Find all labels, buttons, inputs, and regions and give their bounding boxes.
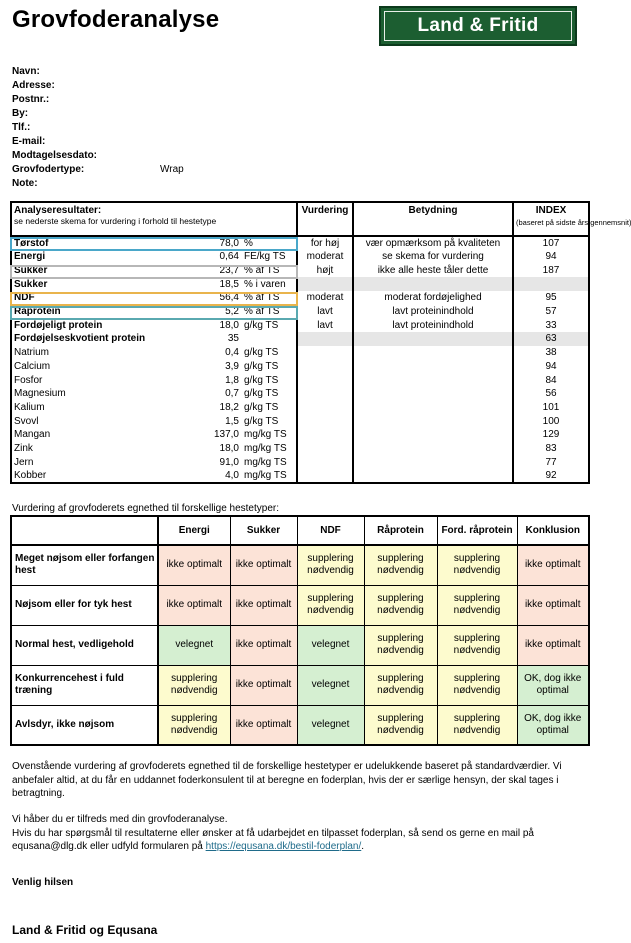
analysis-value: 0,4	[225, 347, 239, 359]
analysis-unit: g/kg TS	[244, 388, 279, 400]
analysis-name: Magnesium	[11, 387, 199, 401]
analysis-betydning	[353, 428, 513, 442]
analysis-betydning	[353, 442, 513, 456]
analysis-betydning	[353, 414, 513, 428]
analysis-title-cell	[11, 202, 297, 236]
analysis-name: Zink	[11, 442, 199, 456]
analysis-value: 18,2	[219, 401, 239, 413]
analysis-header-row	[11, 202, 589, 236]
suitability-table	[10, 515, 590, 746]
analysis-index: 63	[513, 332, 589, 346]
info-row	[12, 163, 184, 177]
info-row	[12, 65, 97, 79]
analysis-betydning: se skema for vurdering	[353, 250, 513, 264]
analysis-vurdering: lavt	[297, 305, 353, 319]
analysis-value: 3,9	[225, 360, 239, 372]
analysis-betydning	[353, 469, 513, 483]
info-label: Postnr.:	[12, 94, 50, 105]
analysis-value: 56,4	[219, 292, 239, 304]
analysis-value: 137,0	[213, 429, 239, 441]
suitability-column-header: Konklusion	[517, 516, 589, 545]
analysis-row	[11, 264, 589, 278]
horse-type-label: Avlsdyr, ikke nøjsom	[11, 705, 158, 745]
analysis-unit: g/kg TS	[244, 374, 279, 386]
analysis-name: Energi	[11, 250, 199, 264]
analysis-unit: mg/kg TS	[244, 429, 287, 441]
analysis-vurdering	[297, 360, 353, 374]
analysis-table	[10, 201, 631, 484]
suitability-cell: ikke optimalt	[517, 585, 589, 625]
analysis-name: Natrium	[11, 346, 199, 360]
horse-type-label: Normal hest, vedligehold	[11, 625, 158, 665]
analysis-name: Råprotein	[11, 305, 199, 319]
analysis-value: 0,64	[219, 251, 239, 263]
suitability-cell: supplering nødvendig	[364, 665, 437, 705]
analysis-row	[11, 360, 589, 374]
analysis-betydning	[353, 373, 513, 387]
analysis-value: 23,7	[219, 265, 239, 277]
info-row	[12, 107, 97, 121]
suitability-header-row	[11, 516, 589, 545]
info-label: E-mail:	[12, 136, 46, 147]
analysis-unit: % af TS	[244, 265, 280, 277]
analysis-betydning: lavt proteinindhold	[353, 318, 513, 332]
analysis-row	[11, 346, 589, 360]
horse-type-label: Nøjsom eller for tyk hest	[11, 585, 158, 625]
analysis-row	[11, 455, 589, 469]
analysis-value: 35	[227, 333, 239, 345]
analysis-name: Kalium	[11, 401, 199, 415]
analysis-vurdering	[297, 346, 353, 360]
land-fritid-logo	[379, 6, 577, 46]
suitability-cell: ikke optimalt	[230, 585, 297, 625]
link-suffix: .	[361, 841, 365, 852]
index-subtitle: (baseret på sidste års gennemsnit)	[516, 218, 631, 227]
page-title: Grovfoderanalyse	[12, 6, 220, 33]
analysis-name: Kobber	[11, 469, 199, 483]
analysis-index: 95	[513, 291, 589, 305]
logo-text: Land & Fritid	[384, 11, 572, 41]
analysis-name: Jern	[11, 455, 199, 469]
suitability-heading: Vurdering af grovfoderets egnethed til forskellige hestetyper:	[12, 503, 280, 514]
greeting: Venlig hilsen	[12, 877, 74, 888]
analysis-vurdering: højt	[297, 264, 353, 278]
analysis-row	[11, 291, 589, 305]
analysis-row	[11, 318, 589, 332]
analysis-name: Sukker	[11, 264, 199, 278]
suitability-cell: velegnet	[158, 625, 230, 665]
suitability-cell: ikke optimalt	[230, 625, 297, 665]
suitability-column-header: Energi	[158, 516, 230, 545]
info-row	[12, 177, 97, 191]
analysis-index: 187	[513, 264, 589, 278]
suitability-cell: supplering nødvendig	[364, 585, 437, 625]
analysis-name: Fordøjeligt protein	[11, 318, 199, 332]
suitability-cell: ikke optimalt	[230, 665, 297, 705]
analysis-name: Fosfor	[11, 373, 199, 387]
info-row	[12, 135, 97, 149]
analysis-unit: % af TS	[244, 306, 280, 318]
suitability-row	[11, 545, 589, 585]
analysis-value: 91,0	[219, 456, 239, 468]
suitability-cell: supplering nødvendig	[297, 545, 364, 585]
analysis-vurdering	[297, 414, 353, 428]
customer-info	[12, 65, 184, 191]
analysis-row	[11, 401, 589, 415]
analysis-index: 94	[513, 250, 589, 264]
suitability-cell: ikke optimalt	[230, 545, 297, 585]
horse-type-label: Meget nøjsom eller forfangen hest	[11, 545, 158, 585]
analysis-value: 18,5	[219, 278, 239, 290]
analysis-index: 38	[513, 346, 589, 360]
analysis-name: Fordøjelseskvotient protein	[11, 332, 199, 346]
analysis-betydning	[353, 387, 513, 401]
analysis-betydning	[353, 360, 513, 374]
suitability-cell: OK, dog ikke optimal	[517, 665, 589, 705]
analysis-row	[11, 414, 589, 428]
analysis-vurdering: moderat	[297, 250, 353, 264]
analysis-name: Calcium	[11, 360, 199, 374]
analysis-vurdering	[297, 401, 353, 415]
analysis-unit: g/kg TS	[244, 415, 279, 427]
suitability-row	[11, 585, 589, 625]
suitability-cell: supplering nødvendig	[437, 545, 517, 585]
analysis-betydning	[353, 346, 513, 360]
analysis-vurdering	[297, 442, 353, 456]
suitability-cell: supplering nødvendig	[364, 545, 437, 585]
analysis-unit: mg/kg TS	[241, 469, 297, 483]
suitability-cell: supplering nødvendig	[158, 665, 230, 705]
analysis-name: NDF	[11, 291, 199, 305]
horse-type-label: Konkurrencehest i fuld træning	[11, 665, 158, 705]
analysis-value: 18,0	[219, 319, 239, 331]
info-value: Wrap	[160, 164, 184, 175]
analysis-betydning: vær opmærksom på kvaliteten	[353, 236, 513, 250]
analysis-vurdering	[297, 332, 353, 346]
suitability-cell: supplering nødvendig	[437, 625, 517, 665]
vurdering-header: Vurdering	[297, 202, 353, 236]
contact-line-2: Hvis du har spørgsmål til resultaterne eller ønsker at få udarbejdet en tilpasset foderplan, så send os gerne en mail på equsana@dlg.dk eller udfyld formularen på	[12, 827, 534, 852]
betydning-header: Betydning	[353, 202, 513, 236]
analysis-betydning	[353, 455, 513, 469]
analysis-unit: g/kg TS	[244, 401, 279, 413]
analysis-vurdering	[297, 373, 353, 387]
analysis-unit: g/kg TS	[244, 360, 279, 372]
contact-paragraph	[12, 813, 584, 854]
suitability-cell: ikke optimalt	[158, 545, 230, 585]
analysis-value: 5,2	[225, 306, 239, 318]
analysis-value: 78,0	[219, 238, 239, 249]
analysis-index	[513, 277, 589, 291]
index-header-cell	[513, 202, 631, 236]
analysis-vurdering	[297, 277, 353, 291]
suitability-cell: OK, dog ikke optimal	[517, 705, 589, 745]
analysis-vurdering: for høj	[297, 236, 353, 250]
suitability-cell: supplering nødvendig	[437, 705, 517, 745]
analysis-index: 107	[513, 236, 589, 250]
suitability-cell: supplering nødvendig	[437, 585, 517, 625]
contact-line-1: Vi håber du er tilfreds med din grovfoderanalyse.	[12, 814, 228, 825]
suitability-row	[11, 625, 589, 665]
analysis-index: 100	[513, 414, 589, 428]
suitability-cell: supplering nødvendig	[437, 665, 517, 705]
suitability-corner	[11, 516, 158, 545]
analysis-index: 83	[513, 442, 589, 456]
index-header: INDEX	[535, 205, 567, 216]
analysis-index: 56	[513, 387, 589, 401]
analysis-unit: FE/kg TS	[244, 251, 286, 263]
suitability-row	[11, 665, 589, 705]
analysis-vurdering	[297, 469, 353, 483]
info-row	[12, 149, 97, 163]
analysis-betydning	[353, 332, 513, 346]
analysis-vurdering: moderat	[297, 291, 353, 305]
order-plan-link[interactable]: https://equsana.dk/bestil-foderplan/	[205, 841, 362, 852]
info-label: Tlf.:	[12, 122, 31, 133]
analysis-value: 18,0	[219, 442, 239, 454]
analysis-betydning: lavt proteinindhold	[353, 305, 513, 319]
analysis-row	[11, 387, 589, 401]
suitability-cell: supplering nødvendig	[364, 705, 437, 745]
info-row	[12, 93, 97, 107]
suitability-cell: supplering nødvendig	[158, 705, 230, 745]
analysis-unit: % i varen	[244, 278, 286, 290]
analysis-unit: %	[244, 238, 253, 249]
analysis-unit: mg/kg TS	[244, 456, 287, 468]
suitability-cell: ikke optimalt	[517, 545, 589, 585]
analysis-index: 57	[513, 305, 589, 319]
footer-sender: Land & Fritid og Equsana	[12, 923, 158, 937]
disclaimer-paragraph: Ovenstående vurdering af grovfoderets egnethed til de forskellige hestetyper er udelukkende baseret på standardværdier. Vi anbefaler altid, at du får en uddannet foderkonsulent til at beregne en foderplan, hvis der er særlige hensyn, der skal tages i betragtning.	[12, 761, 562, 799]
analysis-row	[11, 305, 589, 319]
analysis-unit: mg/kg TS	[244, 442, 287, 454]
analysis-betydning	[353, 277, 513, 291]
analysis-index: 94	[513, 360, 589, 374]
suitability-cell: velegnet	[297, 665, 364, 705]
suitability-cell: ikke optimalt	[158, 585, 230, 625]
info-label: Adresse:	[12, 80, 55, 91]
analysis-name: Svovl	[11, 414, 199, 428]
info-label: Navn:	[12, 66, 40, 77]
analysis-unit	[241, 332, 297, 346]
analysis-row	[11, 236, 589, 250]
analysis-value: 4,0	[199, 469, 241, 483]
info-row	[12, 121, 97, 135]
analysis-row	[11, 250, 589, 264]
analysis-unit: g/kg TS	[244, 347, 279, 359]
analysis-index: 101	[513, 401, 589, 415]
info-label: Modtagelsesdato:	[12, 150, 98, 161]
info-label: Grovfodertype:	[12, 164, 85, 175]
suitability-row	[11, 705, 589, 745]
analysis-name: Tørstof	[11, 236, 199, 250]
analysis-row	[11, 469, 589, 483]
info-label: By:	[12, 108, 29, 119]
analysis-row	[11, 332, 589, 346]
analysis-value: 1,5	[225, 415, 239, 427]
analysis-betydning	[353, 401, 513, 415]
suitability-cell: ikke optimalt	[517, 625, 589, 665]
analysis-index: 84	[513, 373, 589, 387]
suitability-column-header: NDF	[297, 516, 364, 545]
analysis-title: Analyseresultater:	[14, 205, 102, 216]
analysis-value: 0,7	[225, 388, 239, 400]
suitability-column-header: Råprotein	[364, 516, 437, 545]
suitability-cell: velegnet	[297, 705, 364, 745]
suitability-cell: supplering nødvendig	[297, 585, 364, 625]
analysis-vurdering	[297, 428, 353, 442]
info-row	[12, 79, 97, 93]
analysis-row	[11, 277, 589, 291]
analysis-index: 33	[513, 318, 589, 332]
analysis-index: 92	[513, 469, 589, 483]
analysis-betydning: ikke alle heste tåler dette	[353, 264, 513, 278]
suitability-column-header: Ford. råprotein	[437, 516, 517, 545]
analysis-vurdering	[297, 387, 353, 401]
analysis-unit: % af TS	[244, 292, 280, 304]
info-label: Note:	[12, 178, 38, 189]
analysis-vurdering	[297, 455, 353, 469]
suitability-cell: supplering nødvendig	[364, 625, 437, 665]
suitability-column-header: Sukker	[230, 516, 297, 545]
analysis-row	[11, 428, 589, 442]
analysis-name: Mangan	[11, 428, 199, 442]
analysis-vurdering: lavt	[297, 318, 353, 332]
analysis-row	[11, 373, 589, 387]
analysis-betydning: moderat fordøjelighed	[353, 291, 513, 305]
suitability-cell: ikke optimalt	[230, 705, 297, 745]
analysis-name: Sukker	[11, 277, 199, 291]
analysis-index: 77	[513, 455, 589, 469]
analysis-value: 1,8	[225, 374, 239, 386]
analysis-subtitle: se nederste skema for vurdering i forhold til hestetype	[14, 216, 217, 226]
suitability-cell: velegnet	[297, 625, 364, 665]
analysis-unit: g/kg TS	[244, 319, 279, 331]
analysis-index: 129	[513, 428, 589, 442]
analysis-row	[11, 442, 589, 456]
